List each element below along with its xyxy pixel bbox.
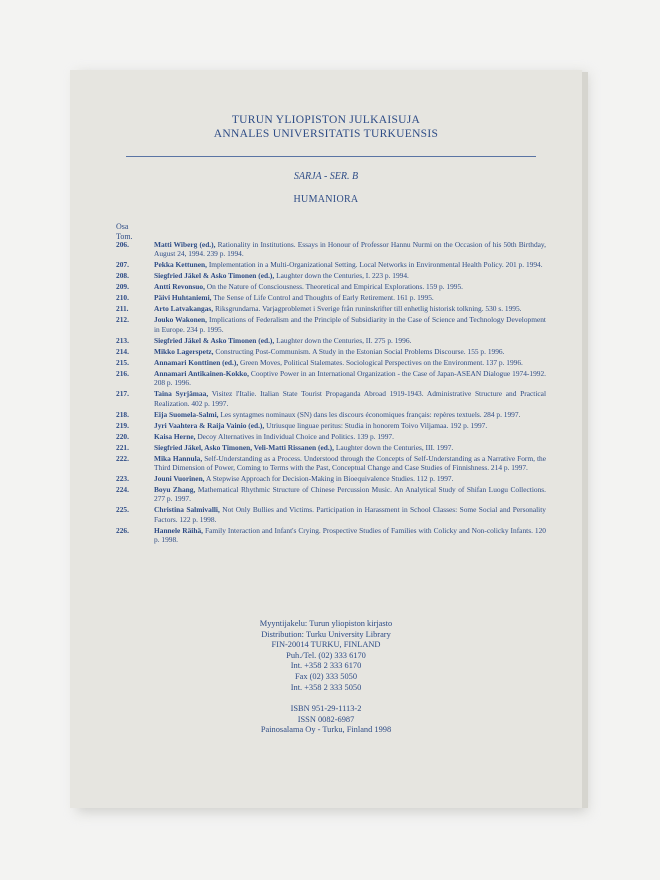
publication-entry: [116, 474, 546, 483]
entry-author: Pekka Kettunen,: [154, 260, 207, 270]
book-back-cover: [70, 70, 582, 808]
entry-author: Siegfried Jäkel & Asko Timonen (ed.),: [154, 271, 275, 281]
publication-list: [116, 240, 546, 546]
entry-author: Annamari Antikainen-Kokko,: [154, 368, 249, 378]
entry-number: 212.: [116, 315, 129, 325]
distribution-line: Int. +358 2 333 5050: [290, 682, 362, 692]
publication-entry: [116, 443, 546, 452]
entry-body: [154, 432, 546, 441]
entry-author: Antti Revonsuo,: [154, 282, 205, 292]
entry-number: 213.: [116, 335, 129, 345]
entry-title: The Sense of Life Control and Thoughts of Early Retirement. 161 p. 1995.: [213, 293, 434, 303]
isbn-info: [70, 704, 582, 736]
entry-body: [154, 369, 546, 388]
publication-entry: [116, 315, 546, 334]
entry-author: Christina Salmivalli,: [154, 505, 220, 515]
entry-number: 222.: [116, 453, 129, 463]
entry-author: Arto Latvakangas,: [154, 304, 214, 314]
entry-body: [154, 336, 546, 345]
publication-entry: [116, 358, 546, 367]
entry-title: Visitez l'Italie. Italian State Tourist Propaganda Abroad 1919-1943. Administrative Structure and Practical Realization. 402 p. 1997.: [154, 389, 546, 408]
distribution-info: [70, 619, 582, 693]
entry-title: Laughter down the Centuries, I. 223 p. 1994.: [276, 271, 409, 281]
entry-body: [154, 260, 546, 269]
section-title: HUMANIORA: [293, 194, 359, 205]
entry-number: 226.: [116, 525, 129, 535]
publication-entry: [116, 410, 546, 419]
entry-title: Constructing Post-Communism. A Study in the Estonian Social Problems Discourse. 155 p. 1996.: [215, 346, 505, 356]
entry-number: 219.: [116, 420, 129, 430]
entry-title: Implications of Federalism and the Principle of Subsidiarity in the Case of Science and Technology Development in Europe. 234 p. 1995.: [154, 315, 546, 334]
distribution-line: Fax (02) 333 5050: [294, 671, 358, 681]
entry-author: Annamari Konttinen (ed.),: [154, 357, 239, 367]
entry-body: [154, 271, 546, 280]
publication-entry: [116, 526, 546, 545]
osa-label: Osa: [116, 222, 129, 231]
entry-title: Riksgrundarna. Varjagproblemet i Sverige från runinskrifter till enhetlig historisk tolkning. 530 s. 1995.: [215, 304, 522, 314]
entry-body: [154, 474, 546, 483]
entry-body: [154, 443, 546, 452]
entry-author: Päivi Huhtaniemi,: [154, 293, 212, 303]
entry-title: Rationality in Institutions. Essays in Honour of Professor Hannu Nurmi on the Occasion of his 50th Birthday, August 24, 1994. 239 p. 1994.: [154, 240, 546, 259]
distribution-line: Int. +358 2 333 6170: [290, 661, 362, 671]
entry-body: [154, 282, 546, 291]
entry-title: Utriusque linguae peritus: Studia in honorem Toivo Viljamaa. 192 p. 1997.: [266, 420, 488, 430]
entry-author: Kaisa Herne,: [154, 431, 196, 441]
entry-author: Boyu Zhang,: [154, 485, 196, 495]
entry-body: [154, 347, 546, 356]
entry-number: 225.: [116, 505, 129, 515]
distribution-line: Distribution: Turku University Library: [261, 629, 391, 639]
entry-number: 224.: [116, 485, 129, 495]
publication-entry: [116, 347, 546, 356]
entry-number: 220.: [116, 431, 129, 441]
entry-number: 210.: [116, 293, 129, 303]
entry-body: [154, 454, 546, 473]
entry-title: Mathematical Rhythmic Structure of Chinese Percussion Music. An Analytical Study of Shifan Luogu Collections. 277 p. 1997.: [154, 485, 546, 504]
entry-title: A Stepwise Approach for Decision-Making in Bioequivalence Studies. 112 p. 1997.: [205, 474, 454, 484]
publication-entry: [116, 293, 546, 302]
entry-author: Jouko Wakonen,: [154, 315, 207, 325]
entry-author: Mikko Lagerspetz,: [154, 346, 214, 356]
tom-label: Tom.: [116, 232, 133, 241]
publisher-series-title: TURUN YLIOPISTON JULKAISUJA: [231, 114, 421, 126]
entry-body: [154, 485, 546, 504]
publication-entry: [116, 505, 546, 524]
entry-number: 218.: [116, 409, 129, 419]
entry-title: Self-Understanding as a Process. Understood through the Concepts of Self-Understanding as a Narrative Form, the Third Dimension of Power, Coming to Terms with the Past, Conceptual Change and Case Studies of Finnishness. 214 p. 1997.: [154, 453, 546, 473]
entry-title: Laughter down the Centuries, II. 275 p. 1996.: [276, 335, 412, 345]
entry-number: 223.: [116, 474, 129, 484]
entry-body: [154, 526, 546, 545]
publication-entry: [116, 336, 546, 345]
publication-entry: [116, 240, 546, 259]
entry-title: On the Nature of Consciousness. Theoretical and Empirical Explorations. 159 p. 1995.: [206, 282, 464, 292]
entry-author: Matti Wiberg (ed.),: [154, 240, 216, 249]
entry-title: Cooptive Power in an International Organization - the Case of Japan-ASEAN Dialogue 1974-1992. 208 p. 1996.: [154, 368, 547, 388]
entry-title: Family Interaction and Infant's Crying. Prospective Studies of Families with Colicky and Non-colicky Infants. 120 p. 1998.: [154, 525, 546, 545]
publication-entry: [116, 260, 546, 269]
entry-number: 209.: [116, 282, 129, 292]
distribution-line: FIN-20014 TURKU, FINLAND: [271, 640, 381, 650]
entry-body: [154, 315, 546, 334]
entry-body: [154, 389, 546, 408]
publication-entry: [116, 271, 546, 280]
publisher-series-title-latin: ANNALES UNIVERSITATIS TURKUENSIS: [213, 128, 439, 140]
entry-author: Mika Hannula,: [154, 453, 203, 463]
entry-title: Les syntagmes nominaux (SN) dans les discours économiques français: repères textuels. 284 p. 1997.: [220, 409, 521, 419]
entry-body: [154, 410, 546, 419]
entry-author: Eija Suomela-Salmi,: [154, 409, 219, 419]
entry-number: 215.: [116, 357, 129, 367]
entry-number: 207.: [116, 260, 129, 270]
entry-title: Laughter down the Centuries, III. 1997.: [335, 442, 454, 452]
publication-entry: [116, 432, 546, 441]
entry-body: [154, 505, 546, 524]
isbn-line: ISBN 951-29-1113-2: [290, 704, 362, 713]
isbn-line: ISSN 0082-6987: [297, 714, 355, 724]
entry-title: Not Only Bullies and Victims. Participation in Harassment in School Classes: Some Social and Personality Factors. 122 p. 1998.: [154, 505, 546, 524]
entry-author: Hannele Räihä,: [154, 525, 203, 535]
entry-number: 216.: [116, 368, 129, 378]
publication-entry: [116, 454, 546, 473]
entry-title: Decoy Alternatives in Individual Choice and Politics. 139 p. 1997.: [197, 431, 394, 441]
entry-body: [154, 421, 546, 430]
publication-entry: [116, 485, 546, 504]
distribution-line: Puh./Tel. (02) 333 6170: [286, 650, 366, 660]
entry-body: [154, 304, 546, 313]
entry-title: Green Moves, Political Stalemates. Sociological Perspectives on the Environment. 137 p. 1996.: [240, 357, 523, 367]
entry-body: [154, 358, 546, 367]
entry-number: 214.: [116, 346, 129, 356]
publication-entry: [116, 282, 546, 291]
divider-rule: [126, 156, 536, 157]
distribution-line: Myyntijakelu: Turun yliopiston kirjasto: [259, 619, 393, 628]
entry-body: [154, 240, 546, 259]
publication-entry: [116, 389, 546, 408]
volume-column-label: [116, 222, 133, 242]
entry-body: [154, 293, 546, 302]
entry-author: Siegfried Jäkel, Asko Timonen, Veli-Matti Rissanen (ed.),: [154, 442, 334, 452]
publication-entry: [116, 421, 546, 430]
isbn-line: Painosalama Oy - Turku, Finland 1998: [260, 725, 392, 735]
entry-number: 208.: [116, 271, 129, 281]
entry-author: Jyri Vaahtera & Raija Vainio (ed.),: [154, 420, 265, 430]
entry-author: Siegfried Jäkel & Asko Timonen (ed.),: [154, 335, 275, 345]
entry-number: 211.: [116, 304, 129, 314]
entry-number: 206.: [116, 240, 129, 249]
publication-entry: [116, 304, 546, 313]
entry-title: Implementation in a Multi-Organizational Setting. Local Networks in Environmental Health Policy. 201 p. 1994.: [208, 260, 543, 270]
entry-author: Jouni Vuorinen,: [154, 474, 205, 484]
series-label: SARJA - SER. B: [293, 171, 359, 182]
entry-number: 217.: [116, 389, 129, 399]
entry-number: 221.: [116, 442, 129, 452]
entry-author: Taina Syrjämaa,: [154, 389, 209, 399]
publication-entry: [116, 369, 546, 388]
